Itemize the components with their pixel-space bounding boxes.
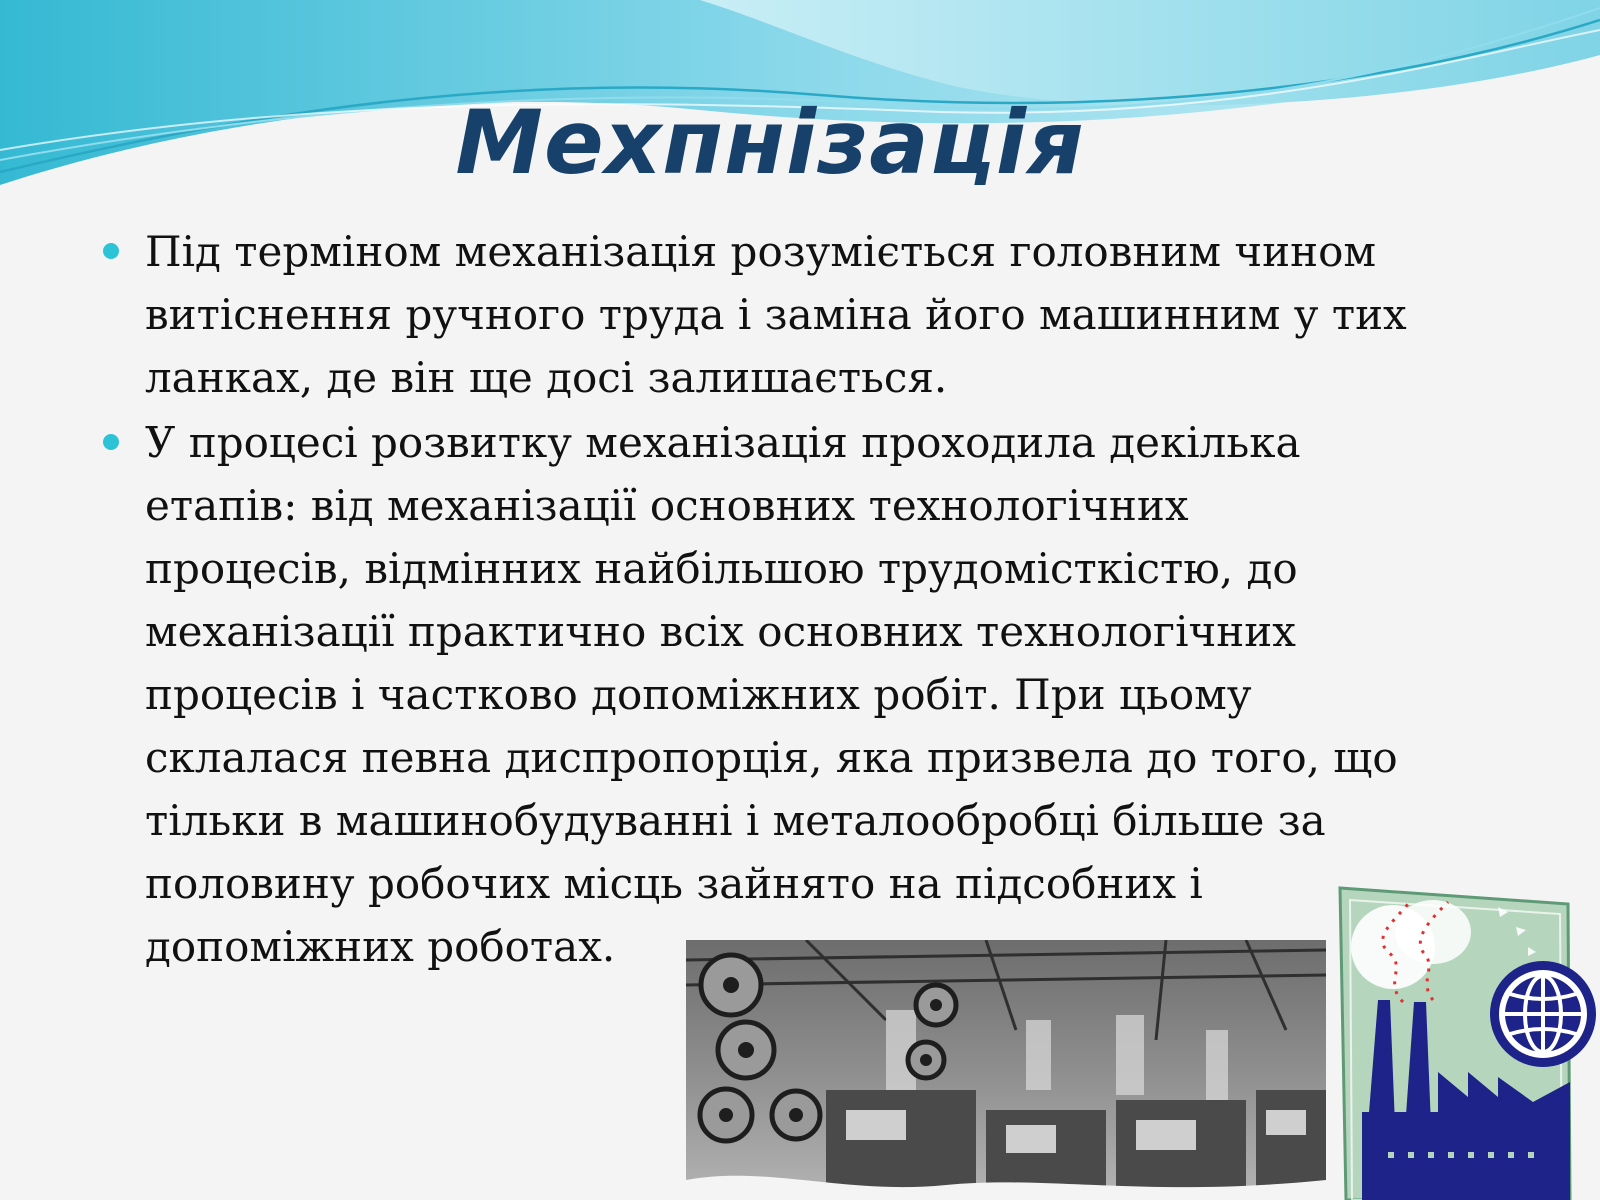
bullet-text: Під терміном механізація розуміється головним чином витіснення ручного труда і заміна його машинним у тих ланках, де він ще досі залишається. — [145, 227, 1407, 402]
bullet-dot-icon — [103, 434, 119, 450]
factory-photo-image — [686, 940, 1326, 1200]
bullet-item — [100, 411, 1530, 978]
bullet-dot-icon — [103, 243, 119, 259]
bullet-text: У процесі розвитку механізація проходила декілька етапів: від механізації основних технологічних процесів, відмінних найбільшою трудомісткістю, до механізації практично всіх основних технологічних процесів і частково допоміжних робіт. При цьому склалася певна диспропорція, яка призвела до того, що тільки в машинобудуванні і металообробці більше за половину робочих місць зайнято на підсобних і допоміжних роботах. — [145, 418, 1398, 971]
factory-globe-clipart-icon — [1338, 882, 1600, 1200]
bullet-item — [100, 220, 1530, 409]
slide-title: Мехпнізація — [455, 91, 1085, 194]
bullet-list — [100, 220, 1530, 980]
